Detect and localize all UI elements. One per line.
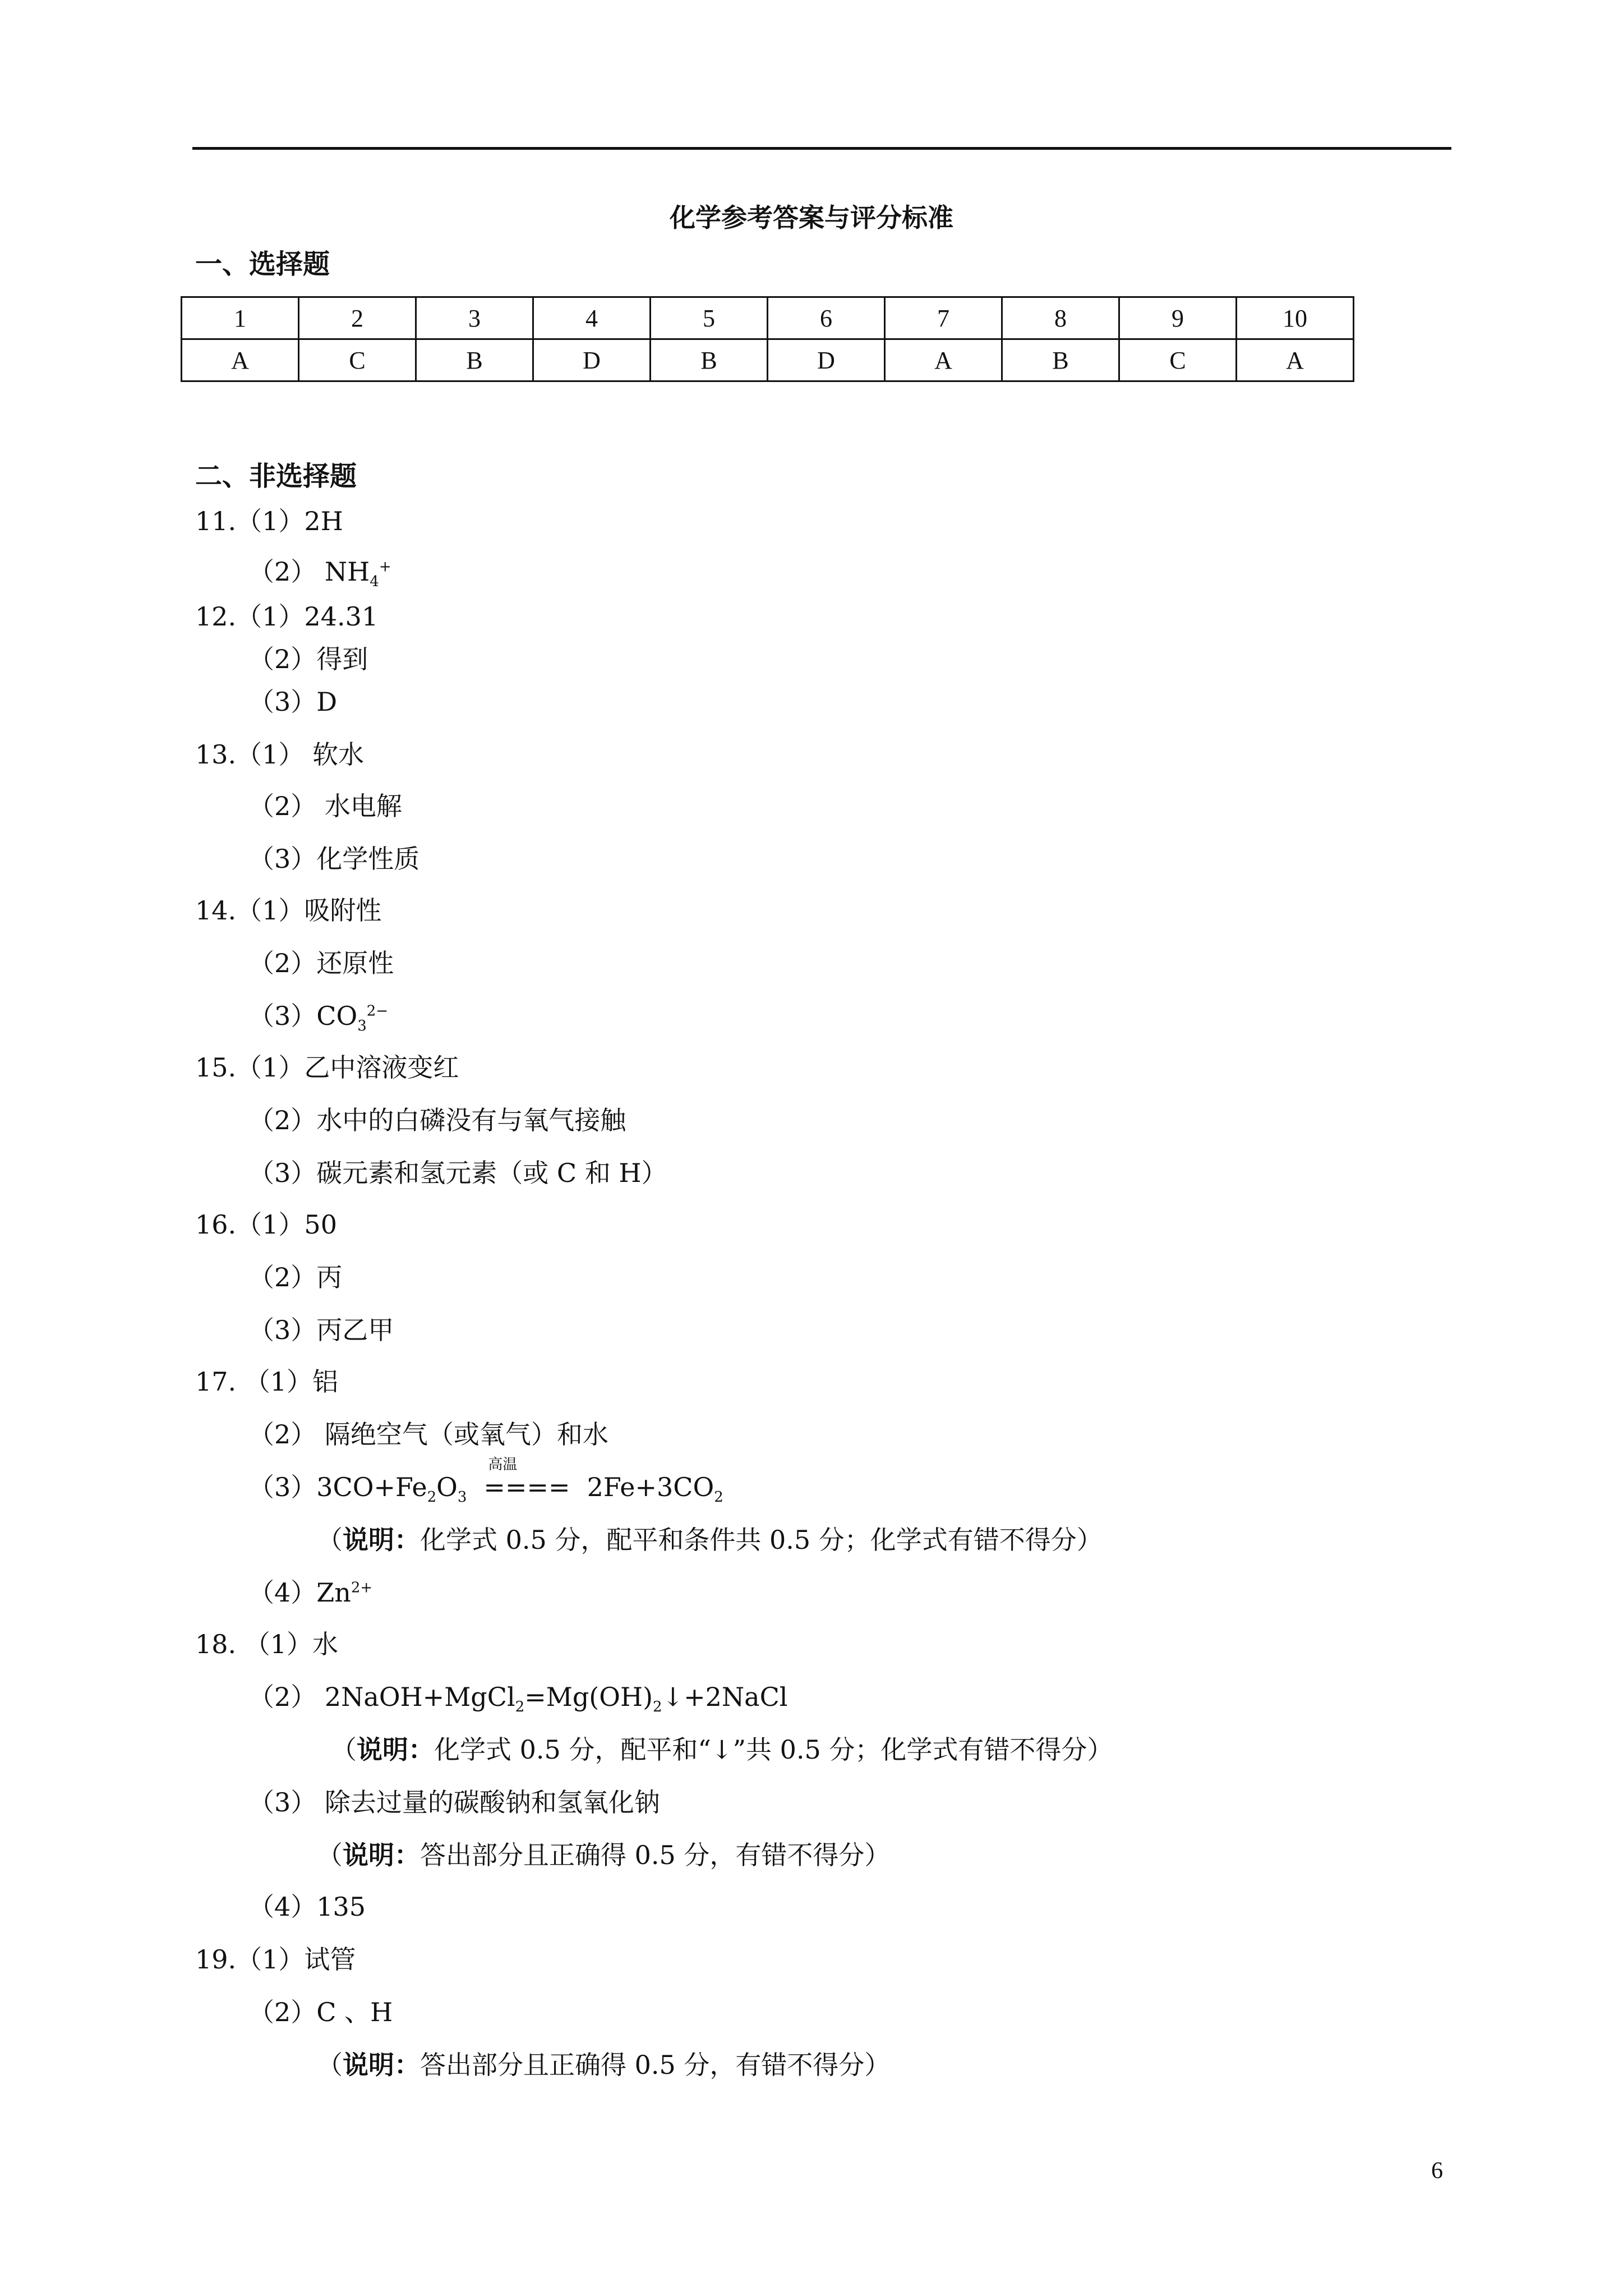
q19-note: （说明：答出部分且正确得 0.5 分，有错不得分） [317,2050,891,2080]
table-cell: A [1237,339,1354,381]
table-cell: 6 [768,297,885,339]
table-cell: 2 [299,297,416,339]
table-cell: 5 [651,297,768,339]
q17-part4: $(4)Zn^{2+}$ [248,1577,373,1608]
table-cell: 8 [1002,297,1119,339]
q15-part1: 15.（1）乙中溶液变红 [195,1052,459,1083]
table-cell: A [182,339,299,381]
q11-part2: （2） $NH_4^+$ [248,556,391,591]
q18-part4: （4）135 [248,1892,366,1922]
reaction-condition: 高温 ==== [483,1456,570,1502]
table-cell: 3 [416,297,533,339]
q12-part3: （3）D [248,687,338,717]
table-cell: 1 [182,297,299,339]
q15-part3: （3）碳元素和氢元素（或 C 和 H） [248,1158,667,1188]
q17-part1: 17. （1）铝 [195,1366,339,1397]
table-cell: D [768,339,885,381]
q12-part1: 12.（1）24.31 [195,601,379,632]
table-cell: 4 [533,297,651,339]
table-cell: C [299,339,416,381]
q14-part1: 14.（1）吸附性 [195,895,382,926]
q18-part3: （3） 除去过量的碳酸钠和氢氧化钠 [248,1787,660,1818]
q14-part3: $(3)CO_3^{2-}$ [248,1001,389,1035]
section-heading-nonchoice: 二、非选择题 [195,461,357,492]
table-row-answers [182,339,1354,381]
table-row-numbers [182,297,1354,339]
q19-part1: 19.（1）试管 [195,1944,356,1975]
table-cell: A [885,339,1002,381]
q11-part1: 11.（1）2H [195,506,343,536]
q16-part3: （3）丙乙甲 [248,1315,394,1345]
q12-part2: （2）得到 [248,644,368,674]
table-cell: 7 [885,297,1002,339]
q18-note1: （说明：化学式 0.5 分，配平和“↓”共 0.5 分；化学式有错不得分） [331,1734,1113,1765]
q18-part1: 18. （1）水 [195,1629,339,1659]
q13-part2: （2） 水电解 [248,791,402,821]
q14-part2: （2）还原性 [248,948,394,978]
section-heading-choice: 一、选择题 [195,249,330,280]
table-cell: D [533,339,651,381]
q16-part1: 16.（1）50 [195,1209,337,1240]
q19-part2: （2）C 、H [248,1997,393,2027]
q18-note2: （说明：答出部分且正确得 0.5 分，有错不得分） [317,1840,891,1870]
page-title: 化学参考答案与评分标准 [670,203,953,233]
q17-note: （说明：化学式 0.5 分，配平和条件共 0.5 分；化学式有错不得分） [317,1525,1103,1555]
q17-equation: $(3)3CO+Fe_2O_3$ 高温 ==== $2Fe+3CO_2$ [248,1456,723,1506]
q16-part2: （2）丙 [248,1262,343,1292]
q13-part1: 13.（1） 软水 [195,739,365,770]
top-rule [192,147,1451,150]
table-cell: B [1002,339,1119,381]
q13-part3: （3）化学性质 [248,844,420,874]
table-cell: B [416,339,533,381]
table-cell: B [651,339,768,381]
q15-part2: （2）水中的白磷没有与氧气接触 [248,1105,626,1135]
page-number: 6 [1431,2158,1443,2184]
answer-table [181,296,1354,382]
q17-part2: （2） 隔绝空气（或氧气）和水 [248,1419,608,1450]
table-cell: C [1119,339,1237,381]
q18-equation: （2） $2NaOH+MgCl_2=Mg(OH)_2↓+2NaCl$ [248,1682,788,1716]
table-cell: 10 [1237,297,1354,339]
table-cell: 9 [1119,297,1237,339]
